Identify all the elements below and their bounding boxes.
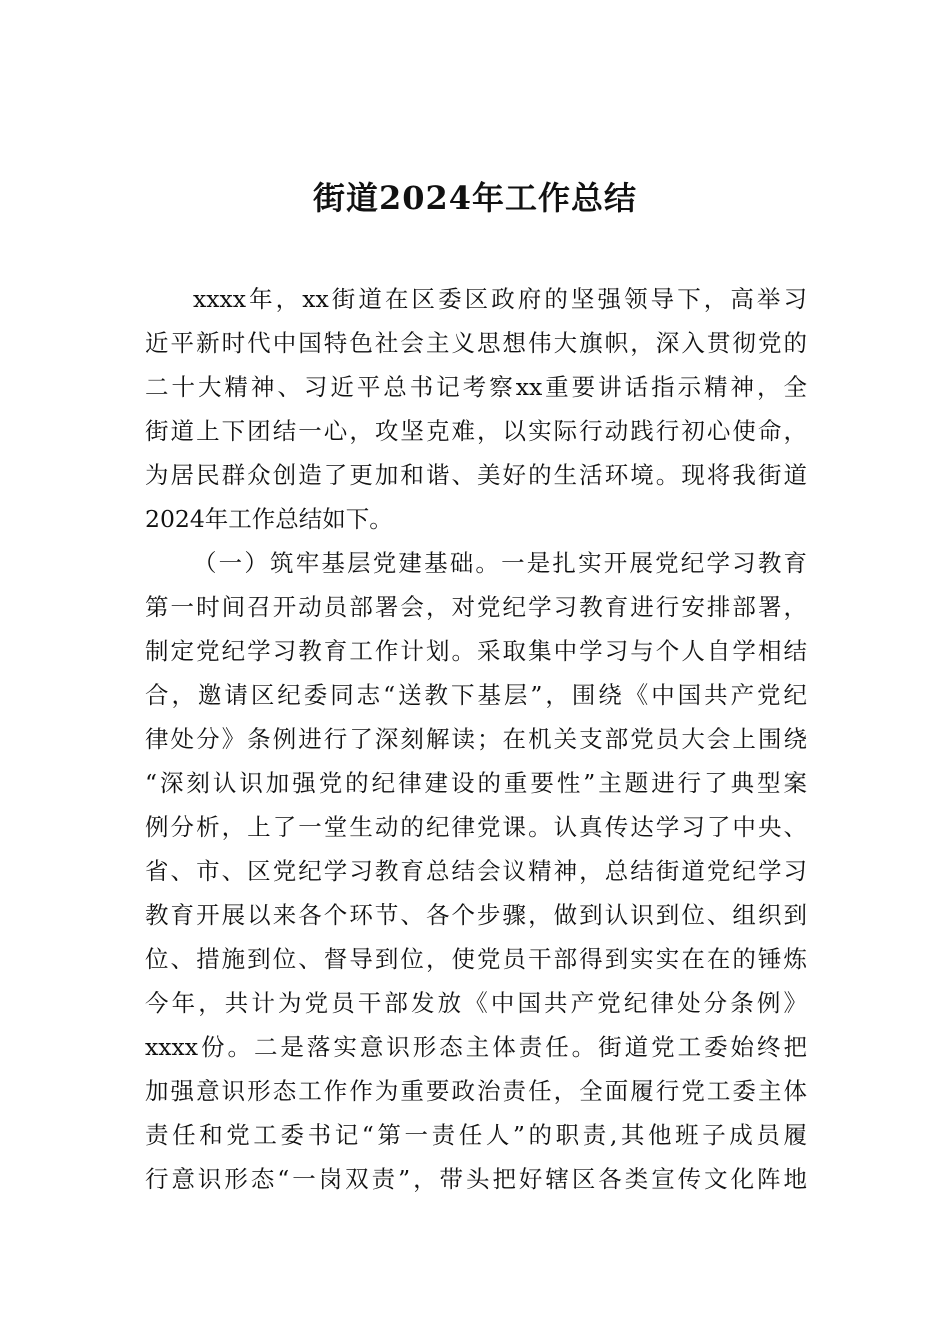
text-line: “深刻认识加强党的纪律建设的重要性”主题进行了典型案 xyxy=(145,769,807,797)
text-line: 责任和党工委书记“第一责任人”的职责,其他班子成员履 xyxy=(145,1121,807,1149)
text-line: 省、市、区党纪学习教育总结会议精神，总结街道党纪学习 xyxy=(145,857,807,885)
text-line: 制定党纪学习教育工作计划。采取集中学习与个人自学相结 xyxy=(145,637,807,665)
text-line: （一）筑牢基层党建基础。一是扎实开展党纪学习教育 xyxy=(193,549,807,577)
text-line: 2024年工作总结如下。 xyxy=(145,505,393,533)
text-line: xxxx份。二是落实意识形态主体责任。街道党工委始终把 xyxy=(145,1033,807,1061)
text-line: 第一时间召开动员部署会，对党纪学习教育进行安排部署， xyxy=(145,593,807,621)
text-line: 律处分》条例进行了深刻解读；在机关支部党员大会上围绕 xyxy=(145,725,807,753)
text-line: 街道上下团结一心，攻坚克难，以实际行动践行初心使命， xyxy=(145,417,807,445)
document-title: 街道2024年工作总结 xyxy=(312,179,638,217)
text-line: 位、措施到位、督导到位，使党员干部得到实实在在的锤炼 xyxy=(145,945,807,973)
text-line: 为居民群众创造了更加和谐、美好的生活环境。现将我街道 xyxy=(145,461,807,489)
text-line: 教育开展以来各个环节、各个步骤，做到认识到位、组织到 xyxy=(145,901,807,929)
text-line: 加强意识形态工作作为重要政治责任，全面履行党工委主体 xyxy=(145,1077,807,1105)
text-line: 今年，共计为党员干部发放《中国共产党纪律处分条例》 xyxy=(145,989,807,1017)
text-line: 例分析，上了一堂生动的纪律党课。认真传达学习了中央、 xyxy=(145,813,807,841)
text-line: 近平新时代中国特色社会主义思想伟大旗帜，深入贯彻党的 xyxy=(145,329,807,357)
text-line: 合，邀请区纪委同志“送教下基层”，围绕《中国共产党纪 xyxy=(145,681,807,709)
text-line: xxxx年，xx街道在区委区政府的坚强领导下，高举习 xyxy=(193,285,807,313)
text-line: 二十大精神、习近平总书记考察xx重要讲话指示精神，全 xyxy=(145,373,807,401)
text-line: 行意识形态“一岗双责”，带头把好辖区各类宣传文化阵地 xyxy=(145,1165,807,1193)
